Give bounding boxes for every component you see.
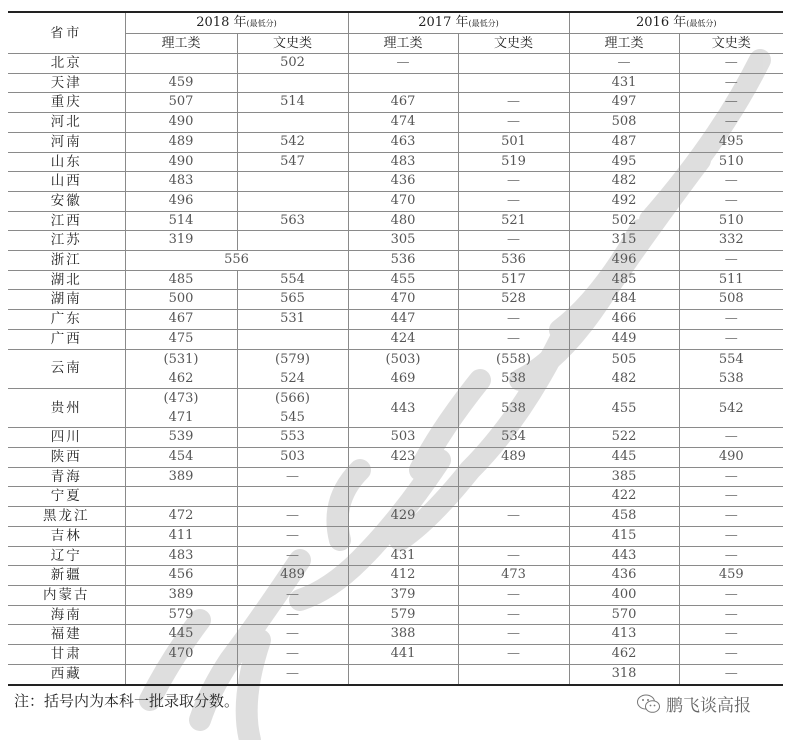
- score-cell: 466: [569, 310, 679, 330]
- score-cell: 542: [679, 388, 783, 427]
- province-cell: 广东: [8, 310, 125, 330]
- table-row: [8, 73, 783, 93]
- province-cell: 海南: [8, 605, 125, 625]
- province-cell: 陕西: [8, 448, 125, 468]
- score-cell: —: [679, 93, 783, 113]
- score-cell: 389: [125, 467, 237, 487]
- table-row: [8, 645, 783, 665]
- score-cell: 443: [569, 546, 679, 566]
- score-value: 469: [390, 370, 416, 386]
- watermark-text: 鹏飞谈高报: [666, 696, 751, 716]
- score-cell: 554: [237, 270, 348, 290]
- score-cell: [348, 467, 458, 487]
- score-value: 524: [280, 370, 305, 386]
- score-cell: —: [237, 605, 348, 625]
- province-cell: 重庆: [8, 93, 125, 113]
- score-cell: —: [458, 191, 569, 211]
- score-cell: 483: [125, 546, 237, 566]
- province-cell: 浙江: [8, 251, 125, 271]
- score-cell: 423: [348, 448, 458, 468]
- score-cell: —: [237, 645, 348, 665]
- score-cell: —: [458, 113, 569, 133]
- province-cell: 河南: [8, 132, 125, 152]
- table-row: [8, 428, 783, 448]
- table-row: [8, 93, 783, 113]
- score-cell: —: [458, 625, 569, 645]
- score-cell: —: [679, 191, 783, 211]
- score-cell: 502: [237, 54, 348, 74]
- score-cell: [348, 73, 458, 93]
- province-cell: 四川: [8, 428, 125, 448]
- score-cell: [237, 329, 348, 349]
- score-cell: [125, 487, 237, 507]
- score-cell: 472: [125, 507, 237, 527]
- score-cell: 489: [125, 132, 237, 152]
- score-cell: 400: [569, 585, 679, 605]
- score-cell: 502: [569, 211, 679, 231]
- score-cell: [348, 664, 458, 684]
- province-cell: 新疆: [8, 566, 125, 586]
- score-cell: 503: [237, 448, 348, 468]
- score-cell: 431: [569, 73, 679, 93]
- score-cell: 510: [679, 211, 783, 231]
- score-cell: 579: [348, 605, 458, 625]
- province-cell: 安徽: [8, 191, 125, 211]
- footnote: 注：括号内为本科一批录取分数。: [14, 692, 240, 710]
- province-cell: 甘肃: [8, 645, 125, 665]
- score-cell: —: [679, 73, 783, 93]
- score-cell: 495: [679, 132, 783, 152]
- score-cell-merged: 556: [125, 251, 348, 271]
- score-cell: 483: [348, 152, 458, 172]
- score-cell: 489: [458, 448, 569, 468]
- score-value: 471: [168, 410, 194, 426]
- score-value: 538: [501, 370, 526, 386]
- table-row: [8, 231, 783, 251]
- score-cell: 531: [237, 310, 348, 330]
- score-cell: 318: [569, 664, 679, 684]
- score-cell: 385: [569, 467, 679, 487]
- province-cell: 黑龙江: [8, 507, 125, 527]
- score-cell: —: [458, 605, 569, 625]
- score-cell: —: [237, 664, 348, 684]
- score-cell: 507: [125, 93, 237, 113]
- score-cell: 388: [348, 625, 458, 645]
- province-cell: 湖南: [8, 290, 125, 310]
- score-cell: [458, 54, 569, 74]
- score-cell: —: [237, 526, 348, 546]
- province-cell: 湖北: [8, 270, 125, 290]
- score-cell: —: [679, 664, 783, 684]
- score-cell: —: [458, 310, 569, 330]
- province-cell: 江西: [8, 211, 125, 231]
- score-cell: 467: [348, 93, 458, 113]
- province-cell: 西藏: [8, 664, 125, 684]
- wechat-watermark: [636, 691, 751, 716]
- score-cell: —: [679, 251, 783, 271]
- table-row: [8, 664, 783, 684]
- score-cell: 456: [125, 566, 237, 586]
- category-header: 理工类: [569, 34, 679, 54]
- score-value: 462: [168, 370, 194, 386]
- score-cell: 305: [348, 231, 458, 251]
- score-cell: 514: [125, 211, 237, 231]
- table-row: [8, 467, 783, 487]
- score-cell: —: [679, 546, 783, 566]
- first-batch-score: (503): [385, 351, 421, 367]
- score-cell: 424: [348, 329, 458, 349]
- province-cell: 河北: [8, 113, 125, 133]
- table-row: [8, 290, 783, 310]
- score-cell: 485: [569, 270, 679, 290]
- score-cell: 496: [569, 251, 679, 271]
- score-cell: 443: [348, 388, 458, 427]
- score-cell: 503: [348, 428, 458, 448]
- category-header: 理工类: [348, 34, 458, 54]
- score-cell: 332: [679, 231, 783, 251]
- score-cell: 487: [569, 132, 679, 152]
- score-cell: 528: [458, 290, 569, 310]
- score-cell: [348, 526, 458, 546]
- score-cell: 445: [125, 625, 237, 645]
- province-header: 省市: [8, 12, 125, 54]
- score-cell: 565: [237, 290, 348, 310]
- table-row: [8, 526, 783, 546]
- score-cell: 483: [125, 172, 237, 192]
- province-cell: 内蒙古: [8, 585, 125, 605]
- score-cell: [237, 73, 348, 93]
- header-row-years: [8, 12, 783, 34]
- table-row: [8, 310, 783, 330]
- score-cell: 449: [569, 329, 679, 349]
- table-row: [8, 625, 783, 645]
- score-cell: —: [679, 526, 783, 546]
- first-batch-score: (579): [275, 351, 310, 367]
- table-row: [8, 270, 783, 290]
- score-cell: 413: [569, 625, 679, 645]
- score-cell: —: [458, 546, 569, 566]
- table-row: [8, 448, 783, 468]
- year-header-2018: 2018 年(最低分): [125, 12, 348, 34]
- score-cell: 490: [679, 448, 783, 468]
- score-cell: [458, 73, 569, 93]
- score-cell: [237, 172, 348, 192]
- table-row: [8, 487, 783, 507]
- score-value: 482: [611, 370, 637, 386]
- score-cell: [125, 349, 237, 388]
- score-cell: 462: [569, 645, 679, 665]
- score-cell: —: [237, 467, 348, 487]
- score-cell: 538: [458, 388, 569, 427]
- score-cell: —: [458, 585, 569, 605]
- score-cell: 542: [237, 132, 348, 152]
- score-cell: —: [679, 113, 783, 133]
- table-row: [8, 54, 783, 74]
- score-cell: 436: [348, 172, 458, 192]
- score-cell: 412: [348, 566, 458, 586]
- score-cell: 490: [125, 113, 237, 133]
- score-cell: —: [679, 625, 783, 645]
- score-cell: 422: [569, 487, 679, 507]
- score-cell: 517: [458, 270, 569, 290]
- score-cell: [125, 388, 237, 427]
- table-row: [8, 388, 783, 427]
- score-cell: 431: [348, 546, 458, 566]
- score-cell: [458, 664, 569, 684]
- score-cell: 534: [458, 428, 569, 448]
- score-cell: 501: [458, 132, 569, 152]
- first-batch-score: (566): [275, 390, 310, 406]
- score-cell: 579: [125, 605, 237, 625]
- score-cell: [458, 487, 569, 507]
- score-cell: 470: [348, 290, 458, 310]
- year-header-2017: 2017 年(最低分): [348, 12, 569, 34]
- score-cell: —: [679, 310, 783, 330]
- score-cell: —: [679, 172, 783, 192]
- score-cell: 470: [125, 645, 237, 665]
- score-cell: [458, 467, 569, 487]
- score-cell: 539: [125, 428, 237, 448]
- table-row: [8, 251, 783, 271]
- first-batch-score: (558): [496, 351, 531, 367]
- score-cell: 485: [125, 270, 237, 290]
- score-cell: 495: [569, 152, 679, 172]
- province-cell: 云南: [8, 349, 125, 388]
- score-cell: 492: [569, 191, 679, 211]
- score-cell: —: [679, 507, 783, 527]
- province-cell: 天津: [8, 73, 125, 93]
- score-cell: 315: [569, 231, 679, 251]
- score-value: 538: [718, 370, 744, 386]
- table-row: [8, 546, 783, 566]
- score-cell: 508: [569, 113, 679, 133]
- table-row: [8, 132, 783, 152]
- province-cell: 山西: [8, 172, 125, 192]
- province-cell: 宁夏: [8, 487, 125, 507]
- score-cell: 563: [237, 211, 348, 231]
- score-cell: 475: [125, 329, 237, 349]
- score-cell: 484: [569, 290, 679, 310]
- header-row-categories: [8, 34, 783, 54]
- table-row: [8, 329, 783, 349]
- score-cell: —: [679, 487, 783, 507]
- score-cell: 458: [569, 507, 679, 527]
- score-cell: 536: [348, 251, 458, 271]
- score-cell: 467: [125, 310, 237, 330]
- score-cell: [237, 113, 348, 133]
- year-header-2016: 2016 年(最低分): [569, 12, 783, 34]
- score-cell: [569, 349, 679, 388]
- score-cell: —: [458, 93, 569, 113]
- score-cell: 459: [679, 566, 783, 586]
- table-row: [8, 172, 783, 192]
- score-cell: 459: [125, 73, 237, 93]
- province-cell: 北京: [8, 54, 125, 74]
- score-cell: 522: [569, 428, 679, 448]
- province-cell: 辽宁: [8, 546, 125, 566]
- score-cell: —: [458, 231, 569, 251]
- table-row: [8, 152, 783, 172]
- score-cell: —: [237, 546, 348, 566]
- score-cell: [237, 349, 348, 388]
- score-cell: —: [679, 585, 783, 605]
- score-cell: 441: [348, 645, 458, 665]
- score-cell: 547: [237, 152, 348, 172]
- score-cell: 474: [348, 113, 458, 133]
- province-cell: 山东: [8, 152, 125, 172]
- table-row: [8, 191, 783, 211]
- score-cell: 482: [569, 172, 679, 192]
- score-cell: 489: [237, 566, 348, 586]
- score-cell: [237, 388, 348, 427]
- score-cell: [348, 487, 458, 507]
- score-cell: [458, 526, 569, 546]
- score-cell: 463: [348, 132, 458, 152]
- score-cell: 570: [569, 605, 679, 625]
- first-batch-score: (531): [163, 351, 199, 367]
- table-row: [8, 113, 783, 133]
- score-cell: —: [458, 172, 569, 192]
- score-cell: 508: [679, 290, 783, 310]
- score-cell: 510: [679, 152, 783, 172]
- score-cell: [125, 664, 237, 684]
- score-value: 554: [718, 351, 744, 367]
- score-cell: 389: [125, 585, 237, 605]
- score-cell: 429: [348, 507, 458, 527]
- score-cell: 411: [125, 526, 237, 546]
- score-cell: —: [679, 428, 783, 448]
- province-cell: 广西: [8, 329, 125, 349]
- score-cell: 480: [348, 211, 458, 231]
- province-cell: 吉林: [8, 526, 125, 546]
- province-cell: 江苏: [8, 231, 125, 251]
- score-cell: —: [569, 54, 679, 74]
- score-cell: 455: [569, 388, 679, 427]
- score-cell: 536: [458, 251, 569, 271]
- score-cell: 455: [348, 270, 458, 290]
- province-cell: 贵州: [8, 388, 125, 427]
- score-cell: 436: [569, 566, 679, 586]
- table-row: [8, 507, 783, 527]
- admission-score-table-container: [8, 11, 783, 686]
- score-cell: 514: [237, 93, 348, 113]
- score-cell: —: [458, 329, 569, 349]
- table-row: [8, 211, 783, 231]
- score-cell: [679, 349, 783, 388]
- score-cell: —: [679, 645, 783, 665]
- score-cell: —: [237, 625, 348, 645]
- score-cell: —: [458, 507, 569, 527]
- score-cell: [237, 191, 348, 211]
- admission-score-table: [8, 11, 783, 686]
- category-header: 文史类: [679, 34, 783, 54]
- province-cell: 福建: [8, 625, 125, 645]
- score-cell: [458, 349, 569, 388]
- score-cell: 415: [569, 526, 679, 546]
- score-cell: —: [458, 645, 569, 665]
- score-cell: 497: [569, 93, 679, 113]
- table-row: [8, 585, 783, 605]
- score-cell: [237, 487, 348, 507]
- score-value: 545: [280, 410, 305, 426]
- score-cell: 500: [125, 290, 237, 310]
- score-cell: —: [679, 54, 783, 74]
- table-row: [8, 349, 783, 388]
- score-cell: [237, 231, 348, 251]
- score-cell: 511: [679, 270, 783, 290]
- score-cell: 454: [125, 448, 237, 468]
- score-cell: 553: [237, 428, 348, 448]
- score-value: 505: [611, 351, 637, 367]
- category-header: 文史类: [237, 34, 348, 54]
- score-cell: —: [237, 507, 348, 527]
- score-cell: 490: [125, 152, 237, 172]
- category-header: 文史类: [458, 34, 569, 54]
- score-cell: —: [679, 605, 783, 625]
- score-cell: 379: [348, 585, 458, 605]
- score-cell: [348, 349, 458, 388]
- score-cell: 319: [125, 231, 237, 251]
- score-cell: 496: [125, 191, 237, 211]
- table-row: [8, 566, 783, 586]
- score-cell: —: [348, 54, 458, 74]
- table-body: [8, 54, 783, 685]
- score-cell: 521: [458, 211, 569, 231]
- score-cell: 470: [348, 191, 458, 211]
- score-cell: —: [679, 329, 783, 349]
- category-header: 理工类: [125, 34, 237, 54]
- score-cell: 447: [348, 310, 458, 330]
- score-cell: [125, 54, 237, 74]
- first-batch-score: (473): [163, 390, 199, 406]
- score-cell: —: [237, 585, 348, 605]
- table-row: [8, 605, 783, 625]
- score-cell: 519: [458, 152, 569, 172]
- province-cell: 青海: [8, 467, 125, 487]
- score-cell: 473: [458, 566, 569, 586]
- score-cell: 445: [569, 448, 679, 468]
- wechat-icon: [636, 693, 662, 715]
- score-cell: —: [679, 467, 783, 487]
